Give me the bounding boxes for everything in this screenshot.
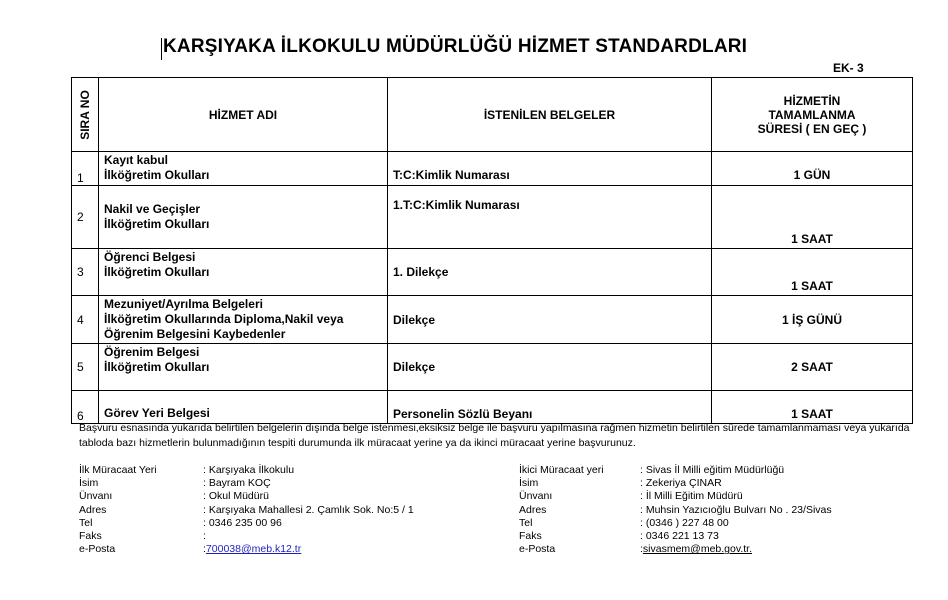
first-contact-phone: : 0346 235 00 96 (203, 516, 282, 529)
second-contact-block (519, 464, 832, 556)
second-contact-title-label: Ünvanı (519, 490, 553, 503)
first-contact-fax: : (203, 530, 206, 543)
second-contact-address: : Muhsin Yazıcıoğlu Bulvarı No . 23/Sivas (640, 503, 832, 516)
second-contact-place-label: İkici Müracaat yeri (519, 464, 604, 476)
required-documents: Dilekçe (388, 296, 712, 344)
row-number: 4 (72, 296, 99, 344)
first-contact-fax-label: Faks (79, 530, 102, 543)
row-number: 5 (72, 344, 99, 391)
table-row (72, 249, 913, 296)
header-service-name: HİZMET ADI (99, 78, 388, 152)
row-number: 2 (72, 186, 99, 249)
first-contact-name: : Bayram KOÇ (203, 477, 271, 490)
second-contact-address-label: Adres (519, 503, 547, 516)
service-name: Nakil ve Geçişler İlköğretim Okulları (99, 186, 388, 249)
second-contact-phone: : (0346 ) 227 48 00 (640, 516, 729, 529)
first-contact-email-colon: : (203, 543, 206, 556)
completion-time: 2 SAAT (712, 344, 913, 391)
first-contact-email-label: e-Posta (79, 543, 116, 556)
required-documents: 1. Dilekçe (388, 249, 712, 296)
complaint-note: Başvuru esnasında yukarıda belirtilen belgelerin dışında belge istenmesi,eksiksiz belge ile başvuru yapılmasına rağmen hizmetin belirtilen sürede tamamlanmaması veya yukarıda tabloda bazı hizmetlerin bulunmadığının tespiti durumunda ilk müracaat yerine ya da ikinci müracaat yerine başvurunuz. (79, 422, 910, 449)
table-row (72, 152, 913, 186)
required-documents: Dilekçe (388, 344, 712, 391)
table-header-row (72, 78, 913, 152)
second-contact-phone-label: Tel (519, 516, 533, 529)
second-contact-place: : Sivas İl Milli eğitim Müdürlüğü (640, 464, 785, 476)
second-contact-title: : İl Milli Eğitim Müdürü (640, 490, 743, 503)
first-contact-name-label: İsim (79, 477, 99, 490)
header-sira-no: SIRA NO (72, 78, 99, 152)
first-contact-address: : Karşıyaka Mahallesi 2. Çamlık Sok. No:5 / 1 (203, 503, 414, 516)
completion-time: 1 SAAT (712, 186, 913, 249)
row-number: 1 (72, 152, 99, 186)
first-contact-address-label: Adres (79, 503, 107, 516)
header-required-documents: İSTENİLEN BELGELER (388, 78, 712, 152)
service-name: Öğrenim Belgesi İlköğretim Okulları (99, 344, 388, 391)
service-name: Görev Yeri Belgesi (99, 391, 388, 424)
first-contact-title: : Okul Müdürü (203, 490, 269, 503)
second-contact-name: : Zekeriya ÇINAR (640, 477, 722, 490)
table-row (72, 296, 913, 344)
row-number: 3 (72, 249, 99, 296)
page-title: KARŞIYAKA İLKOKULU MÜDÜRLÜĞÜ HİZMET STANDARDLARI (163, 36, 748, 57)
service-name: Kayıt kabul İlköğretim Okulları (99, 152, 388, 186)
first-contact-email-link[interactable]: 700038@meb.k12.tr (205, 543, 302, 556)
required-documents: Personelin Sözlü Beyanı (388, 391, 712, 424)
required-documents: 1.T:C:Kimlik Numarası (388, 186, 712, 249)
header-completion-time: HİZMETİN TAMAMLANMA SÜRESİ ( EN GEÇ ) (712, 78, 913, 152)
second-contact-fax: : 0346 221 13 73 (640, 530, 719, 543)
first-contact-place: : Karşıyaka İlkokulu (203, 464, 295, 476)
table-row (72, 391, 913, 424)
second-contact-email-link[interactable]: sivasmem@meb.gov.tr. (642, 543, 752, 556)
table-row (72, 186, 913, 249)
text-cursor (161, 38, 162, 60)
first-contact-place-label: İlk Müracaat Yeri (79, 464, 157, 476)
completion-time: 1 SAAT (712, 249, 913, 296)
second-contact-fax-label: Faks (519, 530, 542, 543)
service-standards-table (71, 77, 913, 424)
required-documents: T:C:Kimlik Numarası (388, 152, 712, 186)
service-name: Öğrenci Belgesi İlköğretim Okulları (99, 249, 388, 296)
service-name: Mezuniyet/Ayrılma Belgeleri İlköğretim Okullarında Diploma,Nakil veya Öğrenim Belgesini Kaybedenler (99, 296, 388, 344)
first-contact-phone-label: Tel (79, 516, 93, 529)
completion-time: 1 GÜN (712, 152, 913, 186)
second-contact-email-label: e-Posta (519, 543, 556, 556)
first-contact-block (79, 464, 414, 556)
row-number: 6 (72, 391, 99, 424)
second-contact-email-colon: : (640, 543, 643, 556)
first-contact-title-label: Ünvanı (79, 490, 113, 503)
annex-label: EK- 3 (833, 61, 864, 75)
completion-time: 1 İŞ GÜNÜ (712, 296, 913, 344)
completion-time: 1 SAAT (712, 391, 913, 424)
table-row (72, 344, 913, 391)
second-contact-name-label: İsim (519, 477, 539, 490)
